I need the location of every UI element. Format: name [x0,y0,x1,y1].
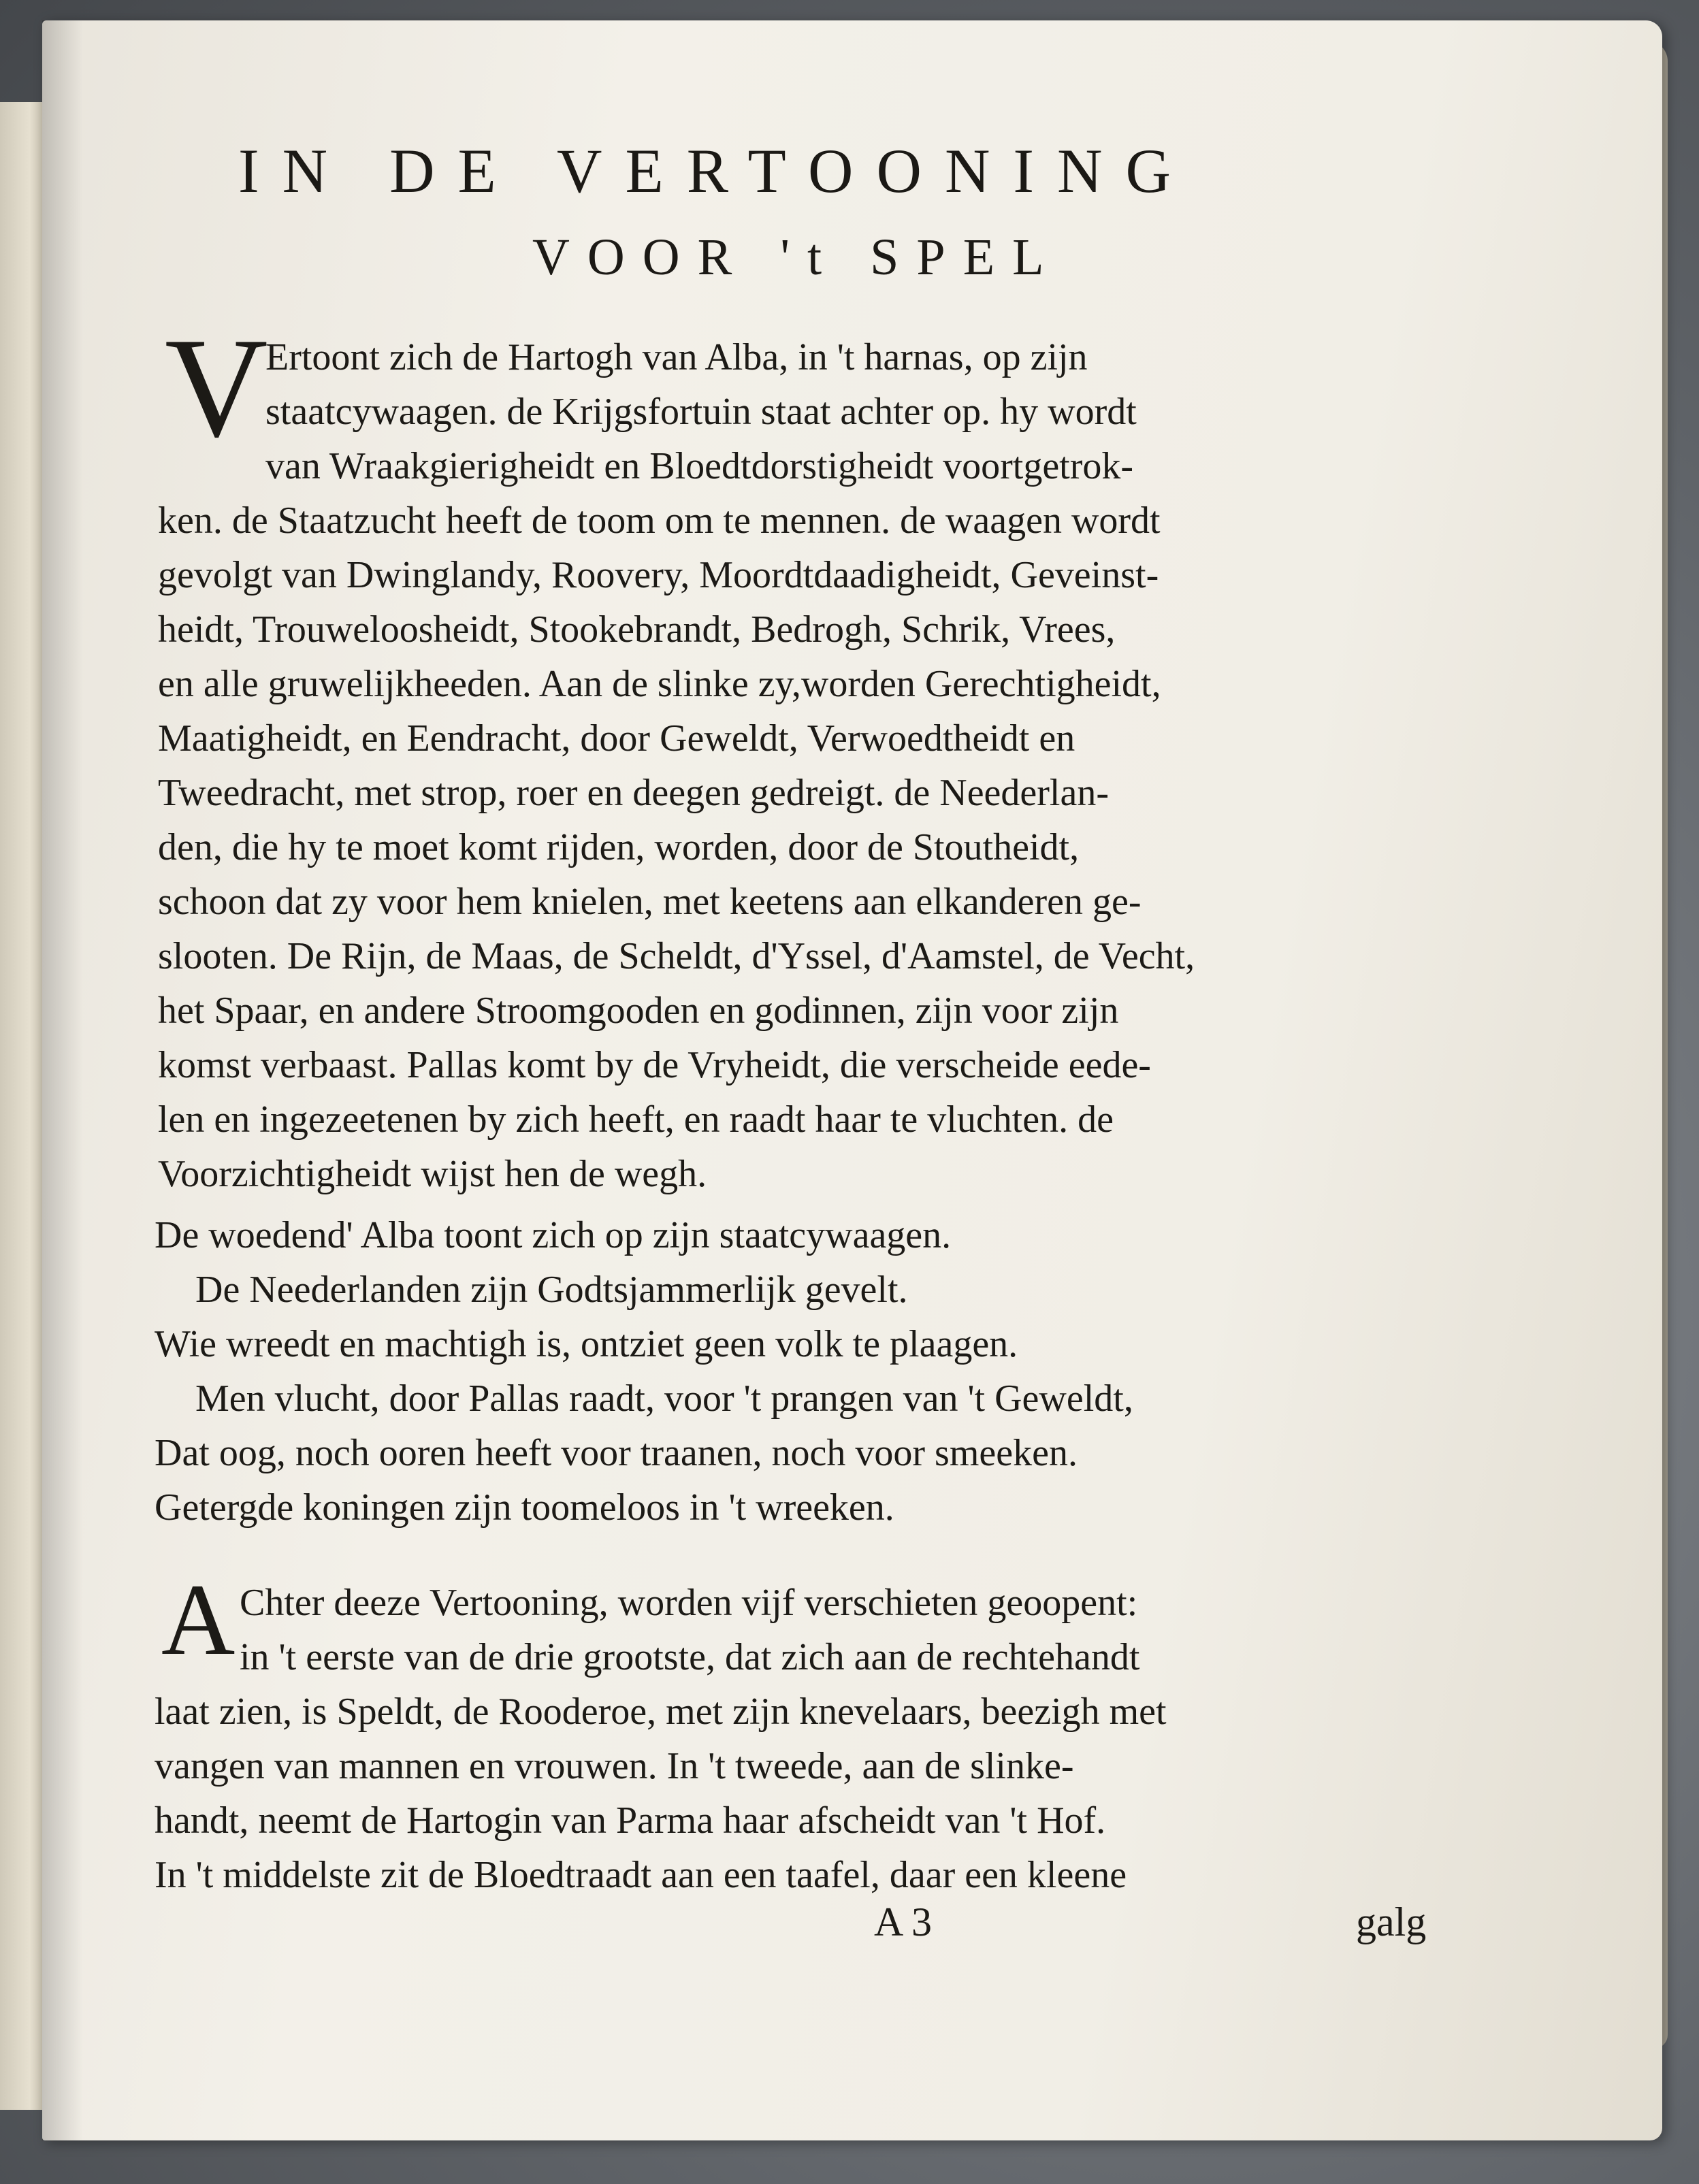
paragraph-1-body [158,493,1195,1201]
paragraph-2-head [240,1576,1139,1684]
paragraph-line: en alle gruwelijkheeden. Aan de slinke zy,worden Gerechtigheidt, [158,663,1161,705]
verse-line: Getergde koningen zijn toomeloos in 't wreeken. [155,1486,894,1529]
paragraph-line: het Spaar, en andere Stroomgooden en godinnen, zijn voor zijn [158,990,1119,1032]
paragraph-line: gevolgt van Dwinglandy, Roovery, Moordtdaadigheidt, Geveinst- [158,554,1159,596]
paragraph-line: van Wraakgierigheidt en Bloedtdorstigheidt voortgetrok- [265,445,1134,487]
paragraph-line: len en ingezeetenen by zich heeft, en raadt haar te vluchten. de [158,1098,1114,1141]
paragraph-1-head [265,330,1137,493]
paragraph-line: heidt, Trouweloosheidt, Stookebrandt, Bedrogh, Schrik, Vrees, [158,608,1116,651]
paragraph-line: Tweedracht, met strop, roer en deegen gedreigt. de Neederlan- [158,772,1109,814]
paragraph-line: komst verbaast. Pallas komt by de Vryheidt, die verscheide eede- [158,1044,1151,1086]
paragraph-line: staatcywaagen. de Krijgsfortuin staat achter op. hy wordt [265,391,1137,433]
catchword: galg [1356,1900,1427,1944]
paragraph-line: Voorzichtigheidt wijst hen de wegh. [158,1153,707,1195]
paragraph-line: in 't eerste van de drie grootste, dat zich aan de rechtehandt [240,1636,1140,1678]
paragraph-line: slooten. De Rijn, de Maas, de Scheldt, d'Yssel, d'Aamstel, de Vecht, [158,935,1195,977]
verse [155,1208,1133,1535]
verse-line: Dat oog, noch ooren heeft voor traanen, noch voor smeeken. [155,1432,1078,1474]
dropcap-v: V [165,309,268,467]
verse-line: Wie wreedt en machtigh is, ontziet geen volk te plaagen. [155,1323,1018,1365]
paragraph-line: Chter deeze Vertooning, worden vijf verschieten geoopent: [240,1582,1138,1624]
paragraph-line: schoon dat zy voor hem knielen, met keetens aan elkanderen ge- [158,881,1142,923]
verse-line: De woedend' Alba toont zich op zijn staatcywaagen. [155,1214,952,1256]
dropcap-a: A [161,1563,236,1676]
paragraph-line: handt, neemt de Hartogin van Parma haar afscheidt van 't Hof. [155,1799,1106,1842]
paragraph-line: In 't middelste zit de Bloedtraadt aan een taafel, daar een kleene [155,1854,1127,1896]
paragraph-line: vangen van mannen en vrouwen. In 't tweede, aan de slinke- [155,1745,1074,1787]
signature-mark: A 3 [874,1900,933,1944]
paragraph-line: Ertoont zich de Hartogh van Alba, in 't harnas, op zijn [265,336,1088,378]
paragraph-line: ken. de Staatzucht heeft de toom om te mennen. de waagen wordt [158,500,1161,542]
verse-line: Men vlucht, door Pallas raadt, voor 't prangen van 't Geweldt, [195,1378,1133,1420]
page-subtitle: VOOR 't SPEL [532,229,1062,286]
paragraph-line: Maatigheidt, en Eendracht, door Geweldt, Verwoedtheidt en [158,717,1075,760]
paragraph-line: laat zien, is Speldt, de Rooderoe, met zijn knevelaars, beezigh met [155,1691,1167,1733]
book-page [42,20,1662,2140]
paragraph-line: den, die hy te moet komt rijden, worden, door de Stoutheidt, [158,826,1080,868]
paragraph-2-body [155,1684,1167,1902]
page-title: IN DE VERTOONING [238,136,1194,206]
verse-line: De Neederlanden zijn Godtsjammerlijk gevelt. [195,1269,908,1311]
